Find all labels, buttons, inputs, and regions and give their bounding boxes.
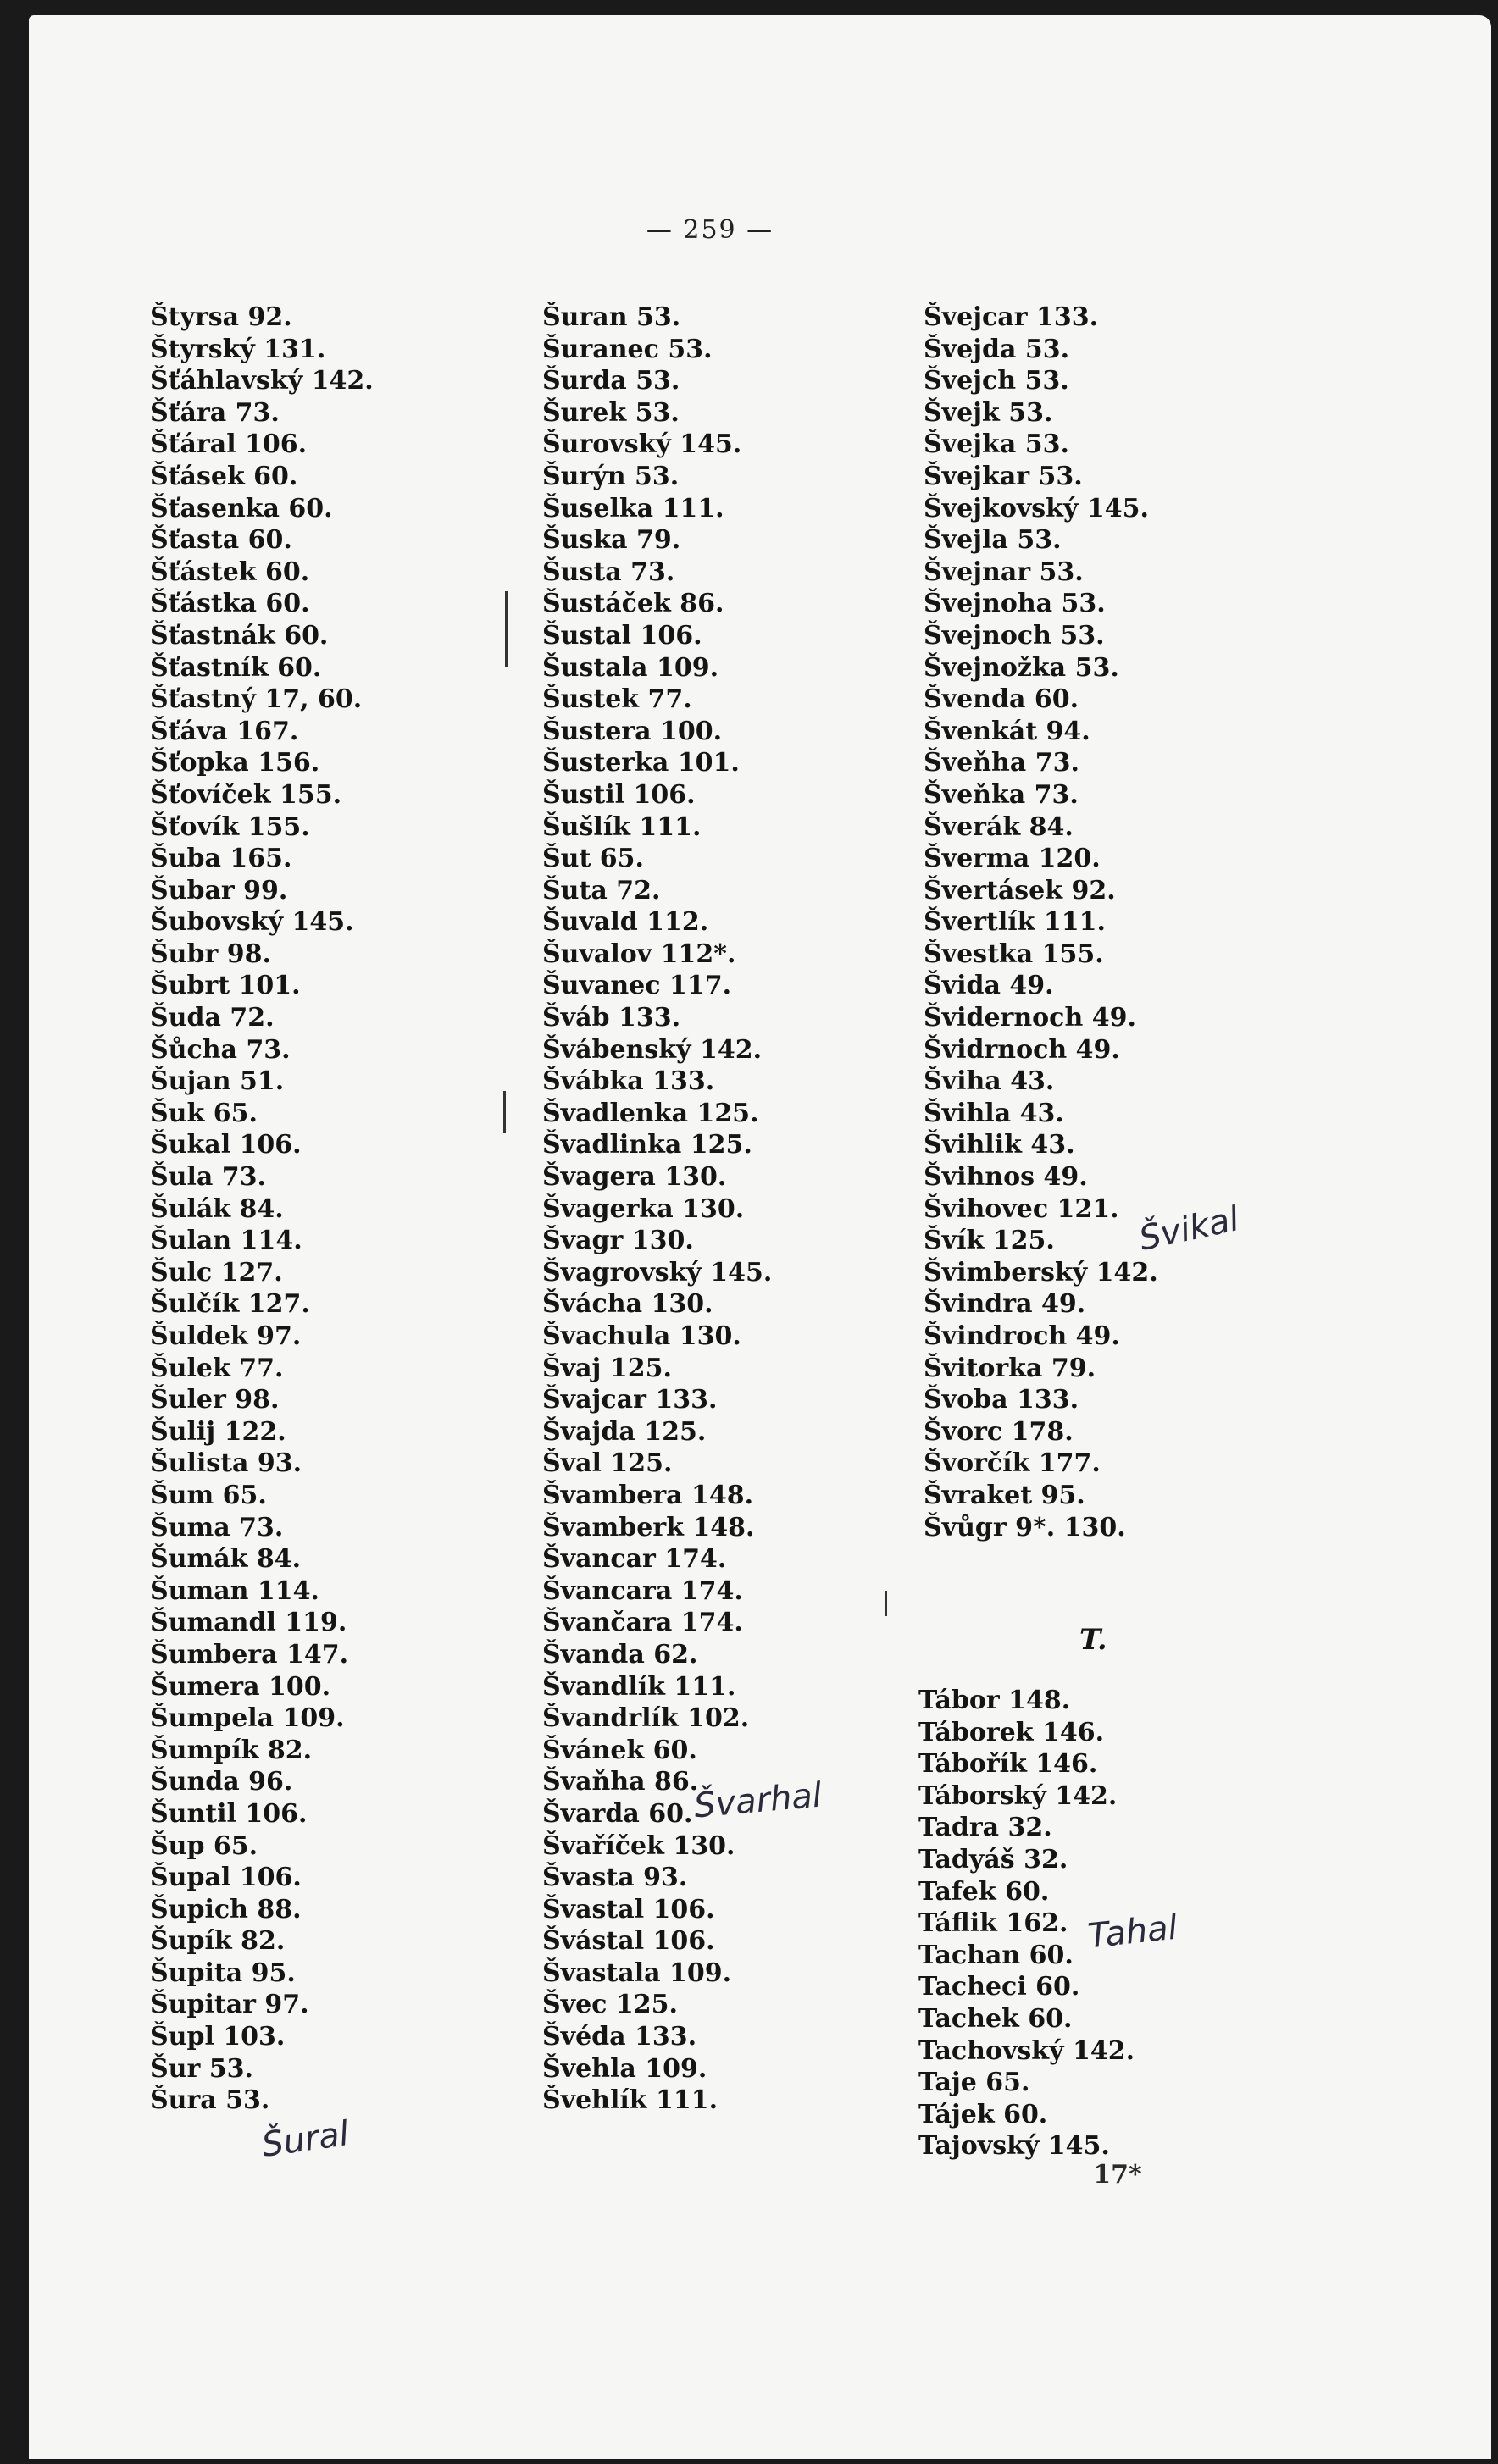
- index-entry: Švandlík 111.: [542, 1671, 736, 1702]
- index-entry: Šubovský 145.: [150, 907, 354, 938]
- index-entry: Šumpík 82.: [150, 1735, 313, 1765]
- index-entry: Švéda 133.: [542, 2022, 697, 2052]
- index-entry: Švehlík 111.: [542, 2085, 718, 2116]
- index-entry: Šunda 96.: [150, 1767, 293, 1797]
- index-entry: Šviha 43.: [924, 1066, 1055, 1097]
- index-entry: Štyrsa 92.: [150, 302, 292, 332]
- index-entry: Šverák 84.: [924, 811, 1074, 842]
- index-entry: Šupík 82.: [150, 1926, 286, 1957]
- index-entry: Šumbera 147.: [150, 1639, 349, 1669]
- index-entry: Švitorka 79.: [924, 1353, 1096, 1383]
- index-entry: Švenda 60.: [924, 684, 1079, 715]
- index-entry: Šťástka 60.: [150, 589, 310, 619]
- index-entry: Švejnoha 53.: [924, 589, 1106, 619]
- index-entry: Tájek 60.: [918, 2099, 1048, 2129]
- index-entry: Šulc 127.: [150, 1257, 283, 1287]
- index-entry: Šveňha 73.: [924, 748, 1079, 778]
- index-entry: Šťasenka 60.: [150, 493, 333, 523]
- letter-heading: T.: [1079, 1623, 1107, 1657]
- index-entry: Šulista 93.: [150, 1448, 302, 1479]
- index-entry: Švejnožka 53.: [924, 652, 1119, 683]
- index-entry: Šverma 120.: [924, 844, 1101, 874]
- index-entry: Švamberk 148.: [542, 1512, 755, 1542]
- index-entry: Šulan 114.: [150, 1226, 302, 1256]
- index-entry: Šťovík 155.: [150, 811, 310, 842]
- index-entry: Švoba 133.: [924, 1385, 1079, 1415]
- index-entry: Šťopka 156.: [150, 748, 320, 778]
- index-entry: Šusta 73.: [542, 556, 675, 587]
- index-entry: Šurda 53.: [542, 366, 680, 396]
- index-entry: Šula 73.: [150, 1162, 266, 1193]
- index-entry: Šut 65.: [542, 844, 644, 874]
- index-entry: Šťástek 60.: [150, 556, 310, 587]
- index-entry: Švestka 155.: [924, 939, 1104, 969]
- index-entry: Šubr 98.: [150, 939, 271, 969]
- index-entry: Šura 53.: [150, 2085, 270, 2116]
- index-entry: Švertásek 92.: [924, 875, 1116, 905]
- index-entry: Šustek 77.: [542, 684, 692, 715]
- index-entry: Švimberský 142.: [924, 1257, 1158, 1287]
- index-entry: Šustil 106.: [542, 779, 696, 810]
- index-entry: Švachula 130.: [542, 1321, 741, 1351]
- handwritten-note: Švarhal: [692, 1775, 824, 1826]
- index-entry: Švadlenka 125.: [542, 1098, 759, 1128]
- index-entry: Šuta 72.: [542, 875, 661, 905]
- index-entry: Švidernoch 49.: [924, 1003, 1136, 1033]
- index-entry: Táflik 162.: [918, 1908, 1068, 1939]
- index-entry: Šumera 100.: [150, 1671, 331, 1702]
- index-entry: Tacheci 60.: [918, 1972, 1080, 2002]
- index-entry: Švagrovský 145.: [542, 1257, 773, 1287]
- index-entry: Švejkar 53.: [924, 461, 1083, 491]
- index-entry: Šumák 84.: [150, 1544, 302, 1575]
- index-entry: Švejch 53.: [924, 366, 1069, 396]
- index-entry: Taje 65.: [918, 2068, 1030, 2098]
- index-entry: Štyrský 131.: [150, 334, 326, 364]
- index-entry: Šuvalov 112*.: [542, 939, 736, 969]
- index-entry: Tábor 148.: [918, 1686, 1071, 1715]
- index-entry: Švaříček 130.: [542, 1830, 735, 1861]
- margin-mark: [505, 591, 508, 667]
- index-entry: Šťastník 60.: [150, 652, 322, 683]
- index-column-2: [542, 302, 772, 2117]
- index-entry: Táborský 142.: [918, 1780, 1118, 1811]
- index-entry: Švejcar 133.: [924, 302, 1099, 332]
- index-entry: Šustáček 86.: [542, 589, 724, 619]
- index-entry: Šůcha 73.: [150, 1034, 291, 1065]
- index-entry: Švajda 125.: [542, 1416, 707, 1447]
- index-entry: Švejnar 53.: [924, 556, 1084, 587]
- index-entry: Švejla 53.: [924, 525, 1062, 556]
- signature-mark: 17*: [1093, 2160, 1142, 2190]
- index-entry: Švejnoch 53.: [924, 620, 1105, 651]
- index-entry: Švaňha 86.: [542, 1767, 699, 1797]
- index-entry: Švidrnoch 49.: [924, 1034, 1120, 1065]
- index-entry: Švagr 130.: [542, 1226, 694, 1256]
- index-entry: Švík 125.: [924, 1226, 1055, 1256]
- index-entry: Tadra 32.: [918, 1813, 1052, 1843]
- index-entry: Šuntil 106.: [150, 1798, 308, 1829]
- index-entry: Švancar 174.: [542, 1544, 727, 1575]
- index-entry: Švejkovský 145.: [924, 493, 1149, 523]
- index-entry: Šuselka 111.: [542, 493, 724, 523]
- index-entry: Šupich 88.: [150, 1894, 302, 1924]
- index-entry: Švejka 53.: [924, 429, 1069, 460]
- index-entry: Šuman 114.: [150, 1575, 319, 1606]
- index-entry: Tachan 60.: [918, 1940, 1074, 1970]
- index-entry: Šulčík 127.: [150, 1289, 310, 1320]
- index-entry: Šťáhlavský 142.: [150, 366, 374, 396]
- index-entry: Šveňka 73.: [924, 779, 1079, 810]
- index-entry: Šuldek 97.: [150, 1321, 302, 1351]
- index-entry: Šulák 84.: [150, 1193, 284, 1224]
- index-entry: Tafek 60.: [918, 1876, 1050, 1907]
- index-entry: Šváb 133.: [542, 1003, 681, 1033]
- index-entry: Šuvanec 117.: [542, 971, 732, 1001]
- index-entry: Šumandl 119.: [150, 1608, 347, 1638]
- index-entry: Šťasta 60.: [150, 525, 292, 556]
- index-entry: Šťastný 17, 60.: [150, 684, 363, 715]
- index-entry: Šustal 106.: [542, 620, 702, 651]
- index-column-1: [150, 302, 374, 2117]
- index-entry: Šup 65.: [150, 1830, 258, 1861]
- index-entry: Švraket 95.: [924, 1480, 1085, 1510]
- index-entry: Šuska 79.: [542, 525, 681, 556]
- index-entry: Tachovský 142.: [918, 2035, 1135, 2066]
- index-entry: Šťovíček 155.: [150, 779, 342, 810]
- index-entry: Švenkát 94.: [924, 716, 1090, 746]
- handwritten-note: Šural: [259, 2114, 352, 2165]
- index-entry: Švihnos 49.: [924, 1162, 1088, 1193]
- index-entry: Švadlinka 125.: [542, 1130, 752, 1160]
- index-entry: Švambera 148.: [542, 1480, 754, 1510]
- index-entry: Švec 125.: [542, 1990, 678, 2020]
- index-entry: Švindra 49.: [924, 1289, 1086, 1320]
- index-entry: Švihlik 43.: [924, 1130, 1075, 1160]
- index-entry: Šťára 73.: [150, 397, 280, 428]
- index-entry: Šupal 106.: [150, 1863, 302, 1893]
- margin-mark: [885, 1591, 887, 1616]
- index-entry: Šušlík 111.: [542, 811, 702, 842]
- index-entry: Švánek 60.: [542, 1735, 697, 1765]
- index-entry: Šťáva 167.: [150, 716, 299, 746]
- index-entry: Šulij 122.: [150, 1416, 286, 1447]
- index-entry: Švastala 109.: [542, 1957, 732, 1988]
- index-entry: Švábenský 142.: [542, 1034, 763, 1065]
- index-entry: Švehla 109.: [542, 2053, 707, 2084]
- index-entry: Tajovský 145.: [918, 2131, 1110, 2162]
- index-entry: Švertlík 111.: [924, 907, 1106, 938]
- index-entry: Šuler 98.: [150, 1385, 280, 1415]
- index-entry: Švasta 93.: [542, 1863, 688, 1893]
- index-entry: Švaj 125.: [542, 1353, 672, 1383]
- handwritten-note: Tahal: [1085, 1908, 1179, 1957]
- index-entry: Šuk 65.: [150, 1098, 258, 1128]
- index-entry: Tadyáš 32.: [918, 1844, 1068, 1874]
- index-entry: Šustala 109.: [542, 652, 719, 683]
- page-number: — 259 —: [646, 215, 774, 245]
- index-entry: Švancara 174.: [542, 1575, 743, 1606]
- index-entry: Šuranec 53.: [542, 334, 713, 364]
- margin-mark: [503, 1091, 506, 1133]
- index-entry: Šukal 106.: [150, 1130, 302, 1160]
- index-entry: Švejda 53.: [924, 334, 1070, 364]
- index-entry: Švanda 62.: [542, 1639, 698, 1669]
- index-entry: Tábořík 146.: [918, 1749, 1098, 1780]
- index-entry: Šťáral 106.: [150, 429, 308, 460]
- index-entry: Šuran 53.: [542, 302, 681, 332]
- index-entry: Šubar 99.: [150, 875, 288, 905]
- index-entry: Šumpela 109.: [150, 1703, 345, 1734]
- index-entry: Švastal 106.: [542, 1894, 715, 1924]
- index-entry: Šupita 95.: [150, 1957, 296, 1988]
- index-entry: Švácha 130.: [542, 1289, 713, 1320]
- index-entry: Švábka 133.: [542, 1066, 715, 1097]
- index-entry: Šum 65.: [150, 1480, 267, 1510]
- index-entry: Tachek 60.: [918, 2003, 1073, 2034]
- index-entry: Švida 49.: [924, 971, 1054, 1001]
- index-entry: Švejk 53.: [924, 397, 1053, 428]
- index-entry: Švihla 43.: [924, 1098, 1064, 1128]
- index-entry: Švančara 174.: [542, 1608, 743, 1638]
- index-entry: Švarda 60.: [542, 1798, 693, 1829]
- index-entry: Šurýn 53.: [542, 461, 680, 491]
- index-entry: Švástal 106.: [542, 1926, 715, 1957]
- index-entry: Šuda 72.: [150, 1003, 275, 1033]
- index-column-3: [924, 302, 1158, 1543]
- handwritten-note: Švikal: [1135, 1199, 1243, 1259]
- index-entry: Šuvald 112.: [542, 907, 709, 938]
- index-entry: Šurovský 145.: [542, 429, 742, 460]
- index-entry: Šusterka 101.: [542, 748, 740, 778]
- index-entry: Šťastnák 60.: [150, 620, 329, 651]
- index-entry: Šujan 51.: [150, 1066, 285, 1097]
- document-page: [29, 15, 1491, 2459]
- index-entry: Šustera 100.: [542, 716, 723, 746]
- index-entry: Šuba 165.: [150, 844, 292, 874]
- index-entry: Šubrt 101.: [150, 971, 301, 1001]
- index-entry: Švagerka 130.: [542, 1193, 745, 1224]
- index-entry: Šťásek 60.: [150, 461, 298, 491]
- index-entry: Švindroch 49.: [924, 1321, 1120, 1351]
- index-entry: Šupitar 97.: [150, 1990, 309, 2020]
- index-entry: Švagera 130.: [542, 1162, 727, 1193]
- index-entry: Švorčík 177.: [924, 1448, 1101, 1479]
- index-entry: Švajcar 133.: [542, 1385, 718, 1415]
- index-entry: Táborek 146.: [918, 1717, 1105, 1747]
- index-entry: Švihovec 121.: [924, 1193, 1119, 1224]
- index-entry: Švůgr 9*. 130.: [924, 1512, 1126, 1542]
- index-entry: Šupl 103.: [150, 2022, 286, 2052]
- index-entry: Šurek 53.: [542, 397, 680, 428]
- index-entry: Šval 125.: [542, 1448, 673, 1479]
- index-entry: Šulek 77.: [150, 1353, 284, 1383]
- index-entry: Švorc 178.: [924, 1416, 1074, 1447]
- index-entry: Šuma 73.: [150, 1512, 284, 1542]
- index-entry: Švandrlík 102.: [542, 1703, 750, 1734]
- index-entry: Šur 53.: [150, 2053, 253, 2084]
